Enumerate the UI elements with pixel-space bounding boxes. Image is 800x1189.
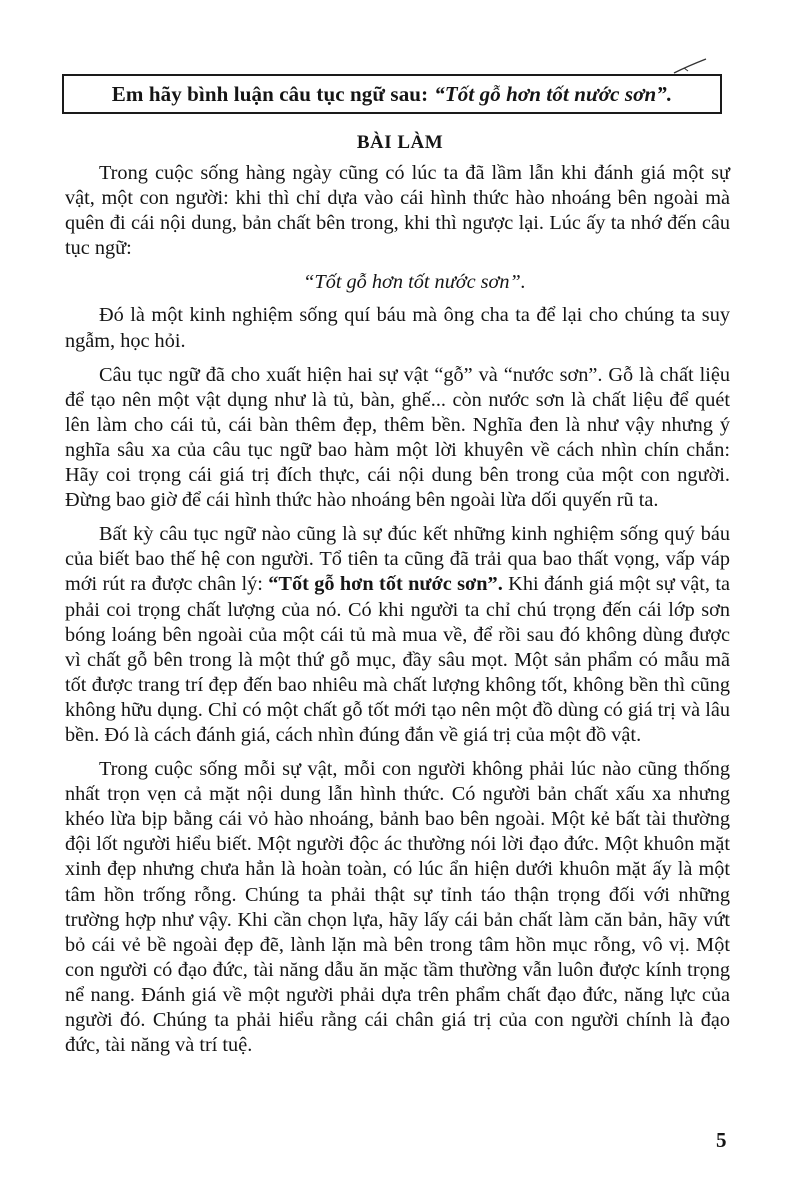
paragraph-5: Trong cuộc sống mỗi sự vật, mỗi con người không phải lúc nào cũng thống nhất trọn vẹn cả mặt nội dung lẫn hình thức. Có người bản chất xấu xa nhưng khéo lừa bịp bằng cái vỏ hào nhoáng, bảnh bao bên ngoài. Một kẻ bất tài thường đội lốt người hiểu biết. Một người độc ác thường nói lời đạo đức. Một khuôn mặt xinh đẹp nhưng chưa hẳn là hoàn toàn, có lúc ẩn hiện dưới khuôn mặt ấy là một tâm hồn trống rỗng. Chúng ta phải thật sự tỉnh táo thận trọng đối với những trường hợp như vậy. Khi cần chọn lựa, hãy lấy cái bản chất làm căn bản, hãy vứt bỏ cái vẻ bề ngoài đẹp đẽ, lành lặn mà bên trong tâm hồn mục rỗng, vô vị. Một con người có đạo đức, tài năng dẫu ăn mặc tầm thường vẫn luôn được kính trọng nể nang. Đánh giá về một người phải dựa trên phẩm chất đạo đức, năng lực của người đó. Chúng ta phải hiểu rằng cái chân giá trị của con người chính là đạo đức, tài năng và trí tuệ. (65, 758, 730, 1057)
paragraph-4 (65, 522, 730, 748)
essay-body (65, 161, 730, 1067)
paragraph-2: Đó là một kinh nghiệm sống quí báu mà ông cha ta để lại cho chúng ta suy ngẫm, học hỏi. (65, 304, 730, 352)
paragraph-4-quote: “Tốt gỗ hơn tốt nước sơn”. (268, 573, 503, 596)
paragraph-3: Câu tục ngữ đã cho xuất hiện hai sự vật “gỗ” và “nước sơn”. Gỗ là chất liệu để tạo nên một vật dụng như là tủ, bàn, ghế... còn nước sơn là chất liệu để quét lên làm cho cái tủ, cái bàn thêm đẹp, thêm bền. Nghĩa đen là như vậy nhưng ý nghĩa sâu xa của câu tục ngữ bao hàm một lời khuyên về cách nhìn chín chắn: Hãy coi trọng cái giá trị đích thực, cái nội dung bên trong của một con người. Đừng bao giờ để cái hình thức hào nhoáng bên ngoài lừa dối quyến rũ ta. (65, 363, 730, 512)
pen-stroke-mark (670, 56, 710, 76)
paragraph-4-before: Bất kỳ câu tục ngữ nào cũng là sự đúc kết những kinh nghiệm sống quý báu của biết bao thế hệ con người. Tổ tiên ta cũng đã trải qua bao thất vọng, vấp váp mới rút ra được chân lý: (65, 523, 730, 596)
paragraph-1: Trong cuộc sống hàng ngày cũng có lúc ta đã lầm lẫn khi đánh giá một sự vật, một con người: khi thì chỉ dựa vào cái hình thức hào nhoáng bên ngoài mà quên đi cái nội dung, bản chất bên trong, khi thì ngược lại. Lúc ấy ta nhớ đến câu tục ngữ: (65, 162, 730, 260)
page-number: 5 (716, 1128, 727, 1152)
proverb-quote: “Tốt gỗ hơn tốt nước sơn”. (303, 271, 526, 294)
answer-heading: BÀI LÀM (356, 132, 444, 153)
paragraph-4-after: Khi đánh giá một sự vật, ta phải coi trọng chất lượng của nó. Có khi người ta chỉ chú trọng đến cái lớp sơn bóng loáng bên ngoài của một cái tủ mà mua về, để rồi sau đó không dùng được vì chất gỗ bên trong là một thứ gỗ mục, đầy sâu mọt. Một sản phẩm có mẫu mã tốt được trang trí đẹp đến bao nhiêu mà chất lượng không tốt, không bền thì cũng không hữu dụng. Chỉ có một chất gỗ tốt mới tạo nên một đồ dùng có giá trị và lâu bền. Đó là cách đánh giá, cách nhìn đúng đắn về giá trị của một đồ vật. (65, 573, 731, 746)
prompt-quote: “Tốt gỗ hơn tốt nước sơn”. (434, 81, 673, 106)
assignment-prompt-box (62, 74, 722, 114)
prompt-text: Em hãy bình luận câu tục ngữ sau: (111, 81, 429, 106)
